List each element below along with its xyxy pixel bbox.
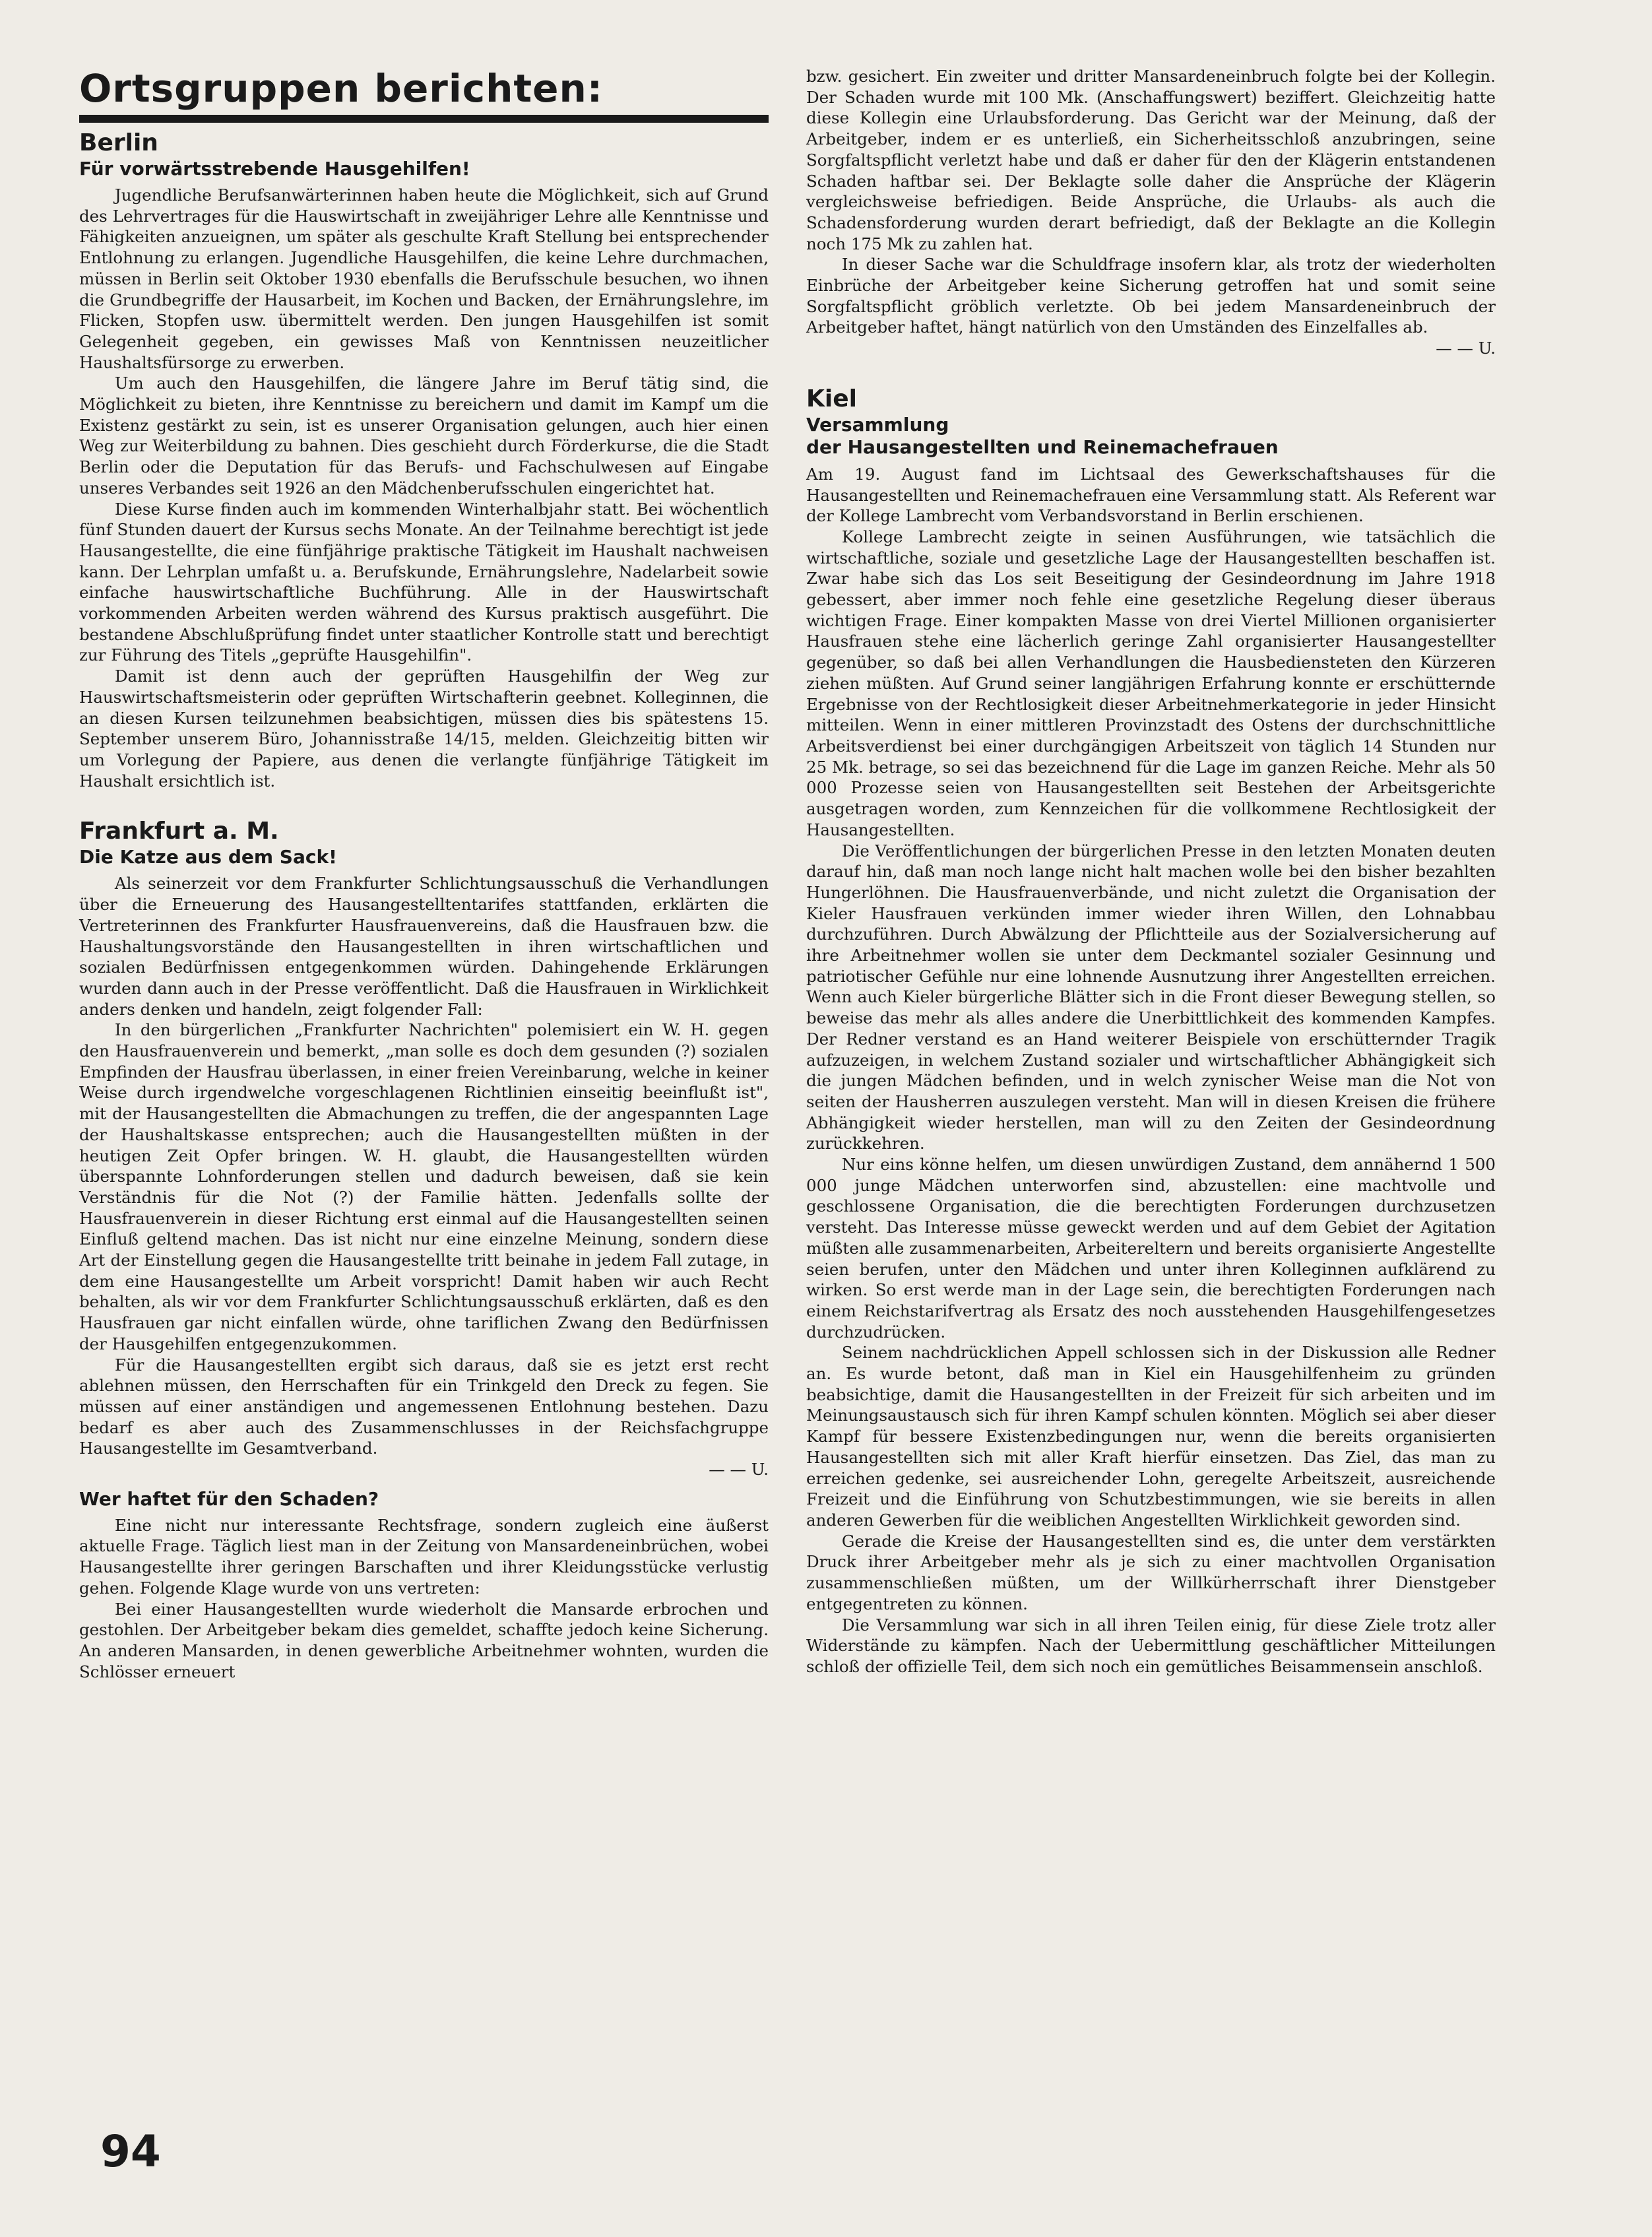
- schaden-paragraph: Bei einer Hausangestellten wurde wiederholt die Mansarde erbrochen und gestohlen. Der Arbeitgeber bekam dies gemeldet, schaffte jedoch keine Sicherung. An anderen Mansarden, in denen gewerbliche Arbeitnehmer wohnten, wurden die Schlösser erneuert: [79, 1599, 769, 1681]
- page-title: Ortsgruppen berichten:: [79, 66, 769, 123]
- schaden-signature: — — U.: [1436, 339, 1496, 358]
- page-number: 94: [100, 2126, 161, 2177]
- berlin-paragraph: Um auch den Hausgehilfen, die längere Jahre im Beruf tätig sind, die Möglichkeit zu bieten, ihre Kenntnisse zu bereichern und damit im Kampf um die Existenz gestärkt zu sein, ist es unserer Organisation gelungen, auch hier einen Weg zur Weiterbildung zu bahnen. Dies geschieht durch Förderkurse, die die Stadt Berlin oder die Deputation für das Berufs- und Fachschulwesen auf Eingabe unseres Verbandes seit 1926 an den Mädchenberufsschulen eingerichtet hat.: [79, 373, 769, 498]
- kiel-subheading-line: Versammlung: [806, 413, 949, 436]
- frankfurt-subheading: Die Katze aus dem Sack!: [79, 846, 337, 868]
- frankfurt-paragraph: Als seinerzeit vor dem Frankfurter Schlichtungsausschuß die Verhandlungen über die Erneuerung des Hausangestelltentarifes stattfanden, erklärten die Vertreterinnen des Frankfurter Hausfrauenvereins, daß die Hausfrauen bzw. die Haushaltungsvorstände den Hausangestellten in ihren wirtschaftlichen und sozialen Bedürfnissen entgegenkommen würden. Dahingehende Erklärungen wurden dann auch in der Presse veröffentlicht. Daß die Hausfrauen in Wirklichkeit anders denken und handeln, zeigt folgender Fall:: [79, 874, 769, 1019]
- kiel-paragraph: Nur eins könne helfen, um diesen unwürdigen Zustand, dem annähernd 1 500 000 junge Mädchen unterworfen sind, abzustellen: eine machtvolle und geschlossene Organisation, die die berechtigten Forderungen durchzusetzen versteht. Das Interesse müsse geweckt werden und auf dem Gebiet der Agitation müßten alle zusammenarbeiten, Arbeitereltern und bereits organisierte Angestellte seien berufen, unter den Mädchen und unter ihren Kolleginnen aufklärend zu wirken. So erst werde man in der Lage sein, die berechtigten Forderungen nach einem Reichstarifvertrag als Ersatz des noch ausstehenden Hausgehilfengesetzes durchzudrücken.: [806, 1155, 1496, 1342]
- frankfurt-signature: — — U.: [709, 1460, 769, 1479]
- berlin-paragraph: Damit ist denn auch der geprüften Hausgehilfin der Weg zur Hauswirtschaftsmeisterin oder geprüften Wirtschafterin geebnet. Kolleginnen, die an diesen Kursen teilzunehmen beabsichtigen, müssen dies bis spätestens 15. September unserem Büro, Johannisstraße 14/15, melden. Gleichzeitig bitten wir um Vorlegung der Papiere, aus denen die verlangte fünfjährige Tätigkeit im Haushalt ersichtlich ist.: [79, 666, 769, 791]
- schaden-paragraph: bzw. gesichert. Ein zweiter und dritter Mansardeneinbruch folgte bei der Kollegin. Der Schaden wurde mit 100 Mk. (Anschaffungswert) beziffert. Gleichzeitig hatte diese Kollegin eine Urlaubsforderung. Das Gericht war der Meinung, daß der Arbeitgeber, indem er es unterließ, ein Sicherheitsschloß anzubringen, seine Sorgfaltspflicht verletzt habe und daß er daher für den der Klägerin entstandenen Schaden haftbar sei. Der Beklagte solle daher die Ansprüche der Klägerin vergleichsweise befriedigen. Beide Ansprüche, die Urlaubs- als auch die Schadensforderung wurden derart befriedigt, daß der Beklagte an die Kollegin noch 175 Mk zu zahlen hat.: [806, 67, 1496, 253]
- berlin-paragraph: Jugendliche Berufsanwärterinnen haben heute die Möglichkeit, sich auf Grund des Lehrvertrages für die Hauswirtschaft in zweijähriger Lehre alle Kenntnisse und Fähigkeiten anzueignen, um später als geschulte Kraft Stellung bei entsprechender Entlohnung zu erlangen. Jugendliche Hausgehilfen, die keine Lehre durchmachen, müssen in Berlin seit Oktober 1930 ebenfalls die Berufsschule besuchen, wo ihnen die Grundbegriffe der Hausarbeit, im Kochen und Backen, der Ernährungslehre, im Flicken, Stopfen usw. übermittelt werden. Den jungen Hausgehilfen ist somit Gelegenheit gegeben, ein gewisses Maß von Kenntnissen neuzeitlicher Haushaltsfürsorge zu erwerben.: [79, 185, 769, 372]
- schaden-continuation: [806, 66, 1496, 359]
- berlin-heading: Berlin: [79, 129, 158, 156]
- schaden-paragraph: In dieser Sache war die Schuldfrage insofern klar, als trotz der wiederholten Einbrüche der Arbeitgeber keine Sicherung getroffen hat und somit seine Sorgfaltspflicht gröblich verletzte. Ob bei jedem Mansardeneinbruch der Arbeitgeber haftet, hängt natürlich von den Umständen des Einzelfalles ab.: [806, 255, 1496, 337]
- kiel-subheading: [806, 414, 1496, 459]
- frankfurt-heading: Frankfurt a. M.: [79, 818, 279, 845]
- schaden-paragraph: Eine nicht nur interessante Rechtsfrage, sondern zugleich eine äußerst aktuelle Frage. Täglich liest man in der Zeitung von Mansardeneinbrüchen, wobei Hausangestellte ihrer geringen Barschaften und ihrer Kleidungsstücke verlustig gehen. Folgende Klage wurde von uns vertreten:: [79, 1515, 769, 1598]
- berlin-section: [79, 129, 769, 791]
- kiel-subheading-line: der Hausangestellten und Reinemachefrauen: [806, 436, 1279, 458]
- kiel-paragraph: Die Veröffentlichungen der bürgerlichen Presse in den letzten Monaten deuten darauf hin, daß man noch lange nicht halt machen wolle bei den bisher bezahlten Hungerlöhnen. Die Hausfrauenverbände, und nicht zuletzt die Organisation der Kieler Hausfrauen verkünden immer wieder ihren Willen, den Lohnabbau durchzuführen. Durch Abwälzung der Pflichtteile aus der Sozialversicherung auf ihre Arbeitnehmer wollen sie unter dem Deckmantel sozialer Gesinnung und patriotischer Gefühle nur eine lohnende Ausnutzung ihrer Angestellten erreichen. Wenn auch Kieler bürgerliche Blätter sich in die Front dieser Bewegung stellen, so beweise das mehr als alles andere die Unerbittlichkeit des kommenden Kampfes. Der Redner verstand es an Hand weiterer Beispiele von erschütternder Tragik aufzuzeigen, in welchem Zustand sozialer und wirtschaftlicher Abhängigkeit sich die jungen Mädchen befinden, und in welch zynischer Weise man die Not von seiten der Hausherren auszulegen versteht. Man will in diesen Kreisen die frühere Abhängigkeit wieder herstellen, man will zu den Zeiten der Gesindeordnung zurückkehren.: [806, 841, 1496, 1153]
- frankfurt-paragraph: In den bürgerlichen „Frankfurter Nachrichten" polemisiert ein W. H. gegen den Hausfrauenverein und bemerkt, „man solle es doch dem gesunden (?) sozialen Empfinden der Hausfrau überlassen, in einer freien Vereinbarung, welche in keiner Weise durch irgendwelche vorgeschlagenen Richtlinien einseitig beeinflußt ist", mit der Hausangestellten die Abmachungen zu treffen, die der angespannten Lage der Haushaltskasse entsprechen; auch die Hausangestellten müßten in der heutigen Zeit Opfer bringen. W. H. glaubt, die Hausangestellten würden überspannte Lohnforderungen stellen und dadurch beweisen, daß sie kein Verständnis für die Not (?) der Familie hätten. Jedenfalls sollte der Hausfrauenverein in dieser Richtung erst einmal auf die Hausangestellten seinen Einfluß geltend machen. Das ist nicht nur eine einzelne Meinung, sondern diese Art der Einstellung gegen die Hausangestellte tritt beinahe in jedem Fall zutage, in dem eine Hausangestellte um Arbeit vorspricht! Damit haben wir auch Recht behalten, als wir vor dem Frankfurter Schlichtungsausschuß erklärten, daß es den Hausfrauen gar nicht einfallen würde, ohne tariflichen Zwang den Bedürfnissen der Hausgehilfen entgegenzukommen.: [79, 1020, 769, 1353]
- schaden-subheading: Wer haftet für den Schaden?: [79, 1487, 379, 1510]
- kiel-paragraph: Am 19. August fand im Lichtsaal des Gewerkschaftshauses für die Hausangestellten und Reinemachefrauen eine Versammlung statt. Als Referent war der Kollege Lambrecht vom Verbandsvorstand in Berlin erschienen.: [806, 464, 1496, 526]
- right-column: [806, 66, 1496, 1677]
- kiel-paragraph: Die Versammlung war sich in all ihren Teilen einig, für diese Ziele trotz aller Widerstände zu kämpfen. Nach der Uebermittlung geschäftlicher Mitteilungen schloß der offizielle Teil, dem sich noch ein gemütliches Beisammensein anschloß.: [806, 1615, 1496, 1676]
- berlin-subheading: Für vorwärtsstrebende Hausgehilfen!: [79, 158, 470, 179]
- kiel-paragraph: Seinem nachdrücklichen Appell schlossen sich in der Diskussion alle Redner an. Es wurde betont, daß man in Kiel ein Hausgehilfenheim zu gründen beabsichtige, damit die Hausangestellten in der Freizeit für sich arbeiten und im Meinungsaustausch sich für ihren Kampf schulen könnten. Möglich sei aber dieser Kampf für bessere Existenzbedingungen nur, wenn die bereits organisierten Hausangestellten sich mit aller Kraft hierfür einsetzen. Das Ziel, das man zu erreichen gedenke, sei ausreichender Lohn, geregelte Arbeitszeit, ausreichende Freizeit und die Einführung von Schutzbestimmungen, wie sie bereits in allen anderen Gewerben für die weiblichen Angestellten Wirklichkeit geworden sind.: [806, 1343, 1496, 1530]
- kiel-paragraph: Kollege Lambrecht zeigte in seinen Ausführungen, wie tatsächlich die wirtschaftliche, soziale und gesetzliche Lage der Hausangestellten beschaffen ist. Zwar habe sich das Los seit Beseitigung der Gesindeordnung im Jahre 1918 gebessert, aber immer noch fehle eine gesetzliche Regelung dieser überaus wichtigen Frage. Einer kompakten Masse von drei Viertel Millionen organisierter Hausfrauen stehe eine lächerlich geringe Zahl organisierter Hausangestellter gegenüber, so daß bei allen Verhandlungen die Hausbediensteten den Kürzeren ziehen müßten. Auf Grund seiner langjährigen Erfahrung konnte er erschütternde Ergebnisse von der Rechtlosigkeit dieser Arbeitnehmerkategorie in jeder Hinsicht mitteilen. Wenn in einer mittleren Provinzstadt des Ostens der durchschnittliche Arbeitsverdienst bei einer durchgängigen Arbeitszeit von täglich 14 Stunden nur 25 Mk. betrage, so sei das bezeichnend für die Lage im ganzen Reiche. Mehr als 50 000 Prozesse seien von Hausangestellten seit Bestehen der Arbeitsgerichte ausgetragen worden, zum Kennzeichen für die vollkommene Rechtlosigkeit der Hausangestellten.: [806, 527, 1496, 839]
- left-column: [79, 66, 769, 1682]
- kiel-heading: Kiel: [806, 385, 857, 412]
- kiel-section: [806, 385, 1496, 1677]
- kiel-paragraph: Gerade die Kreise der Hausangestellten sind es, die unter dem verstärkten Druck ihrer Arbeitgeber mehr als je sich zu einer machtvollen Organisation zusammenschließen müßten, um der Willkürherrschaft ihrer Dienstgeber entgegentreten zu können.: [806, 1531, 1496, 1613]
- schaden-section: [79, 1488, 769, 1683]
- frankfurt-paragraph: Für die Hausangestellten ergibt sich daraus, daß sie es jetzt erst recht ablehnen müssen, den Herrschaften für ein Trinkgeld den Dreck zu fegen. Sie müssen auf einer anständigen und angemessenen Entlohnung bestehen. Dazu bedarf es aber auch des Zusammenschlusses in der Reichsfachgruppe Hausangestellte im Gesamtverband.: [79, 1355, 769, 1458]
- berlin-paragraph: Diese Kurse finden auch im kommenden Winterhalbjahr statt. Bei wöchentlich fünf Stunden dauert der Kursus sechs Monate. An der Teilnahme berechtigt ist jede Hausangestellte, die eine fünfjährige praktische Tätigkeit im Haushalt nachweisen kann. Der Lehrplan umfaßt u. a. Berufskunde, Ernährungslehre, Nadelarbeit sowie einfache hauswirtschaftliche Buchführung. Alle in der Hauswirtschaft vorkommenden Arbeiten werden während des Kursus praktisch ausgeführt. Die bestandene Abschlußprüfung findet unter staatlicher Kontrolle statt und berechtigt zur Führung des Titels „geprüfte Hausgehilfin".: [79, 499, 769, 665]
- frankfurt-section: [79, 818, 769, 1479]
